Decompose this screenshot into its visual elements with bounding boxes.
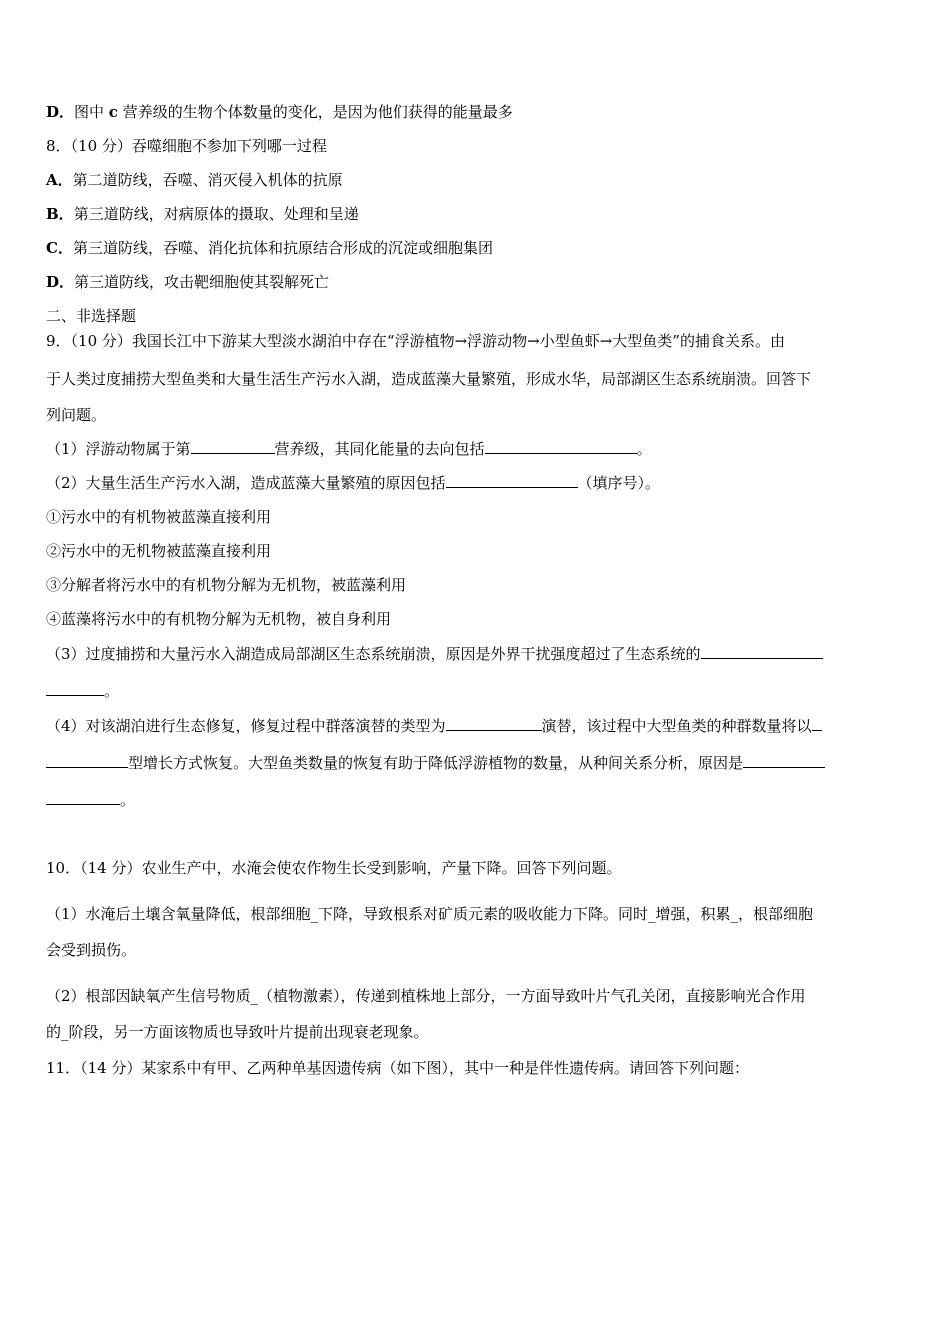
q9-choice-2: ②污水中的无机物被蓝藻直接利用 — [46, 542, 272, 560]
answer-blank[interactable] — [46, 681, 104, 696]
answer-blank[interactable] — [743, 753, 825, 768]
q9-stem-line-3: 列问题。 — [46, 406, 107, 424]
answer-blank[interactable] — [701, 644, 823, 659]
q10-part-1-line-1: （1）水淹后土壤含氧量降低，根部细胞_下降，导致根系对矿质元素的吸收能力下降。同时_增强，积累_，根部细胞 — [46, 905, 814, 923]
answer-blank[interactable] — [191, 439, 275, 454]
q9-part-4: （4）对该湖泊进行生态修复，修复过程中群落演替的类型为 演替，该过程中大型鱼类的种群数量将以 — [46, 716, 822, 736]
q9-choice-3: ③分解者将污水中的有机物分解为无机物，被蓝藻利用 — [46, 576, 407, 594]
answer-blank[interactable] — [485, 439, 637, 454]
q9-stem-line-1: 9．（10 分）我国长江中下游某大型淡水湖泊中存在“浮游植物→浮游动物→小型鱼虾→大型鱼类”的捕食关系。由 — [46, 332, 785, 350]
q9-part-2: （2）大量生活生产污水入湖，造成蓝藻大量繁殖的原因包括 （填序号）。 — [46, 474, 661, 492]
q9-part-4-cont: 型增长方式恢复。大型鱼类数量的恢复有助于降低浮游植物的数量，从种间关系分析，原因是 — [46, 753, 825, 773]
answer-blank[interactable] — [812, 716, 822, 731]
q10-part-2-line-1: （2）根部因缺氧产生信号物质_（植物激素），传递到植株地上部分，一方面导致叶片气孔关闭，直接影响光合作用 — [46, 987, 806, 1005]
q8-option-b: B．第三道防线，对病原体的摄取、处理和呈递 — [46, 205, 359, 223]
q10-part-1-line-2: 会受到损伤。 — [46, 941, 137, 959]
q10-stem: 10．（14 分）农业生产中，水淹会使农作物生长受到影响，产量下降。回答下列问题。 — [46, 859, 622, 877]
section-heading: 二、非选择题 — [46, 307, 137, 325]
q9-part-4-end: 。 — [46, 790, 135, 810]
answer-blank[interactable] — [46, 753, 128, 768]
q8-option-d: D．第三道防线，攻击靶细胞使其裂解死亡 — [46, 273, 330, 291]
answer-blank[interactable] — [446, 716, 542, 731]
q9-choice-4: ④蓝藻将污水中的有机物分解为无机物，被自身利用 — [46, 610, 392, 628]
option-letter: D． — [46, 103, 75, 121]
q8-option-c: C．第三道防线，吞噬、消化抗体和抗原结合形成的沉淀或细胞集团 — [46, 239, 493, 257]
q11-stem: 11．（14 分）某家系中有甲、乙两种单基因遗传病（如下图），其中一种是伴性遗传病。请回答下列问题： — [46, 1059, 749, 1077]
q9-choice-1: ①污水中的有机物被蓝藻直接利用 — [46, 508, 272, 526]
q9-part-1: （1）浮游动物属于第 营养级，其同化能量的去向包括 。 — [46, 440, 652, 458]
q9-part-3: （3）过度捕捞和大量污水入湖造成局部湖区生态系统崩溃，原因是外界干扰强度超过了生态系统的 — [46, 644, 823, 664]
q9-stem-line-2: 于人类过度捕捞大型鱼类和大量生活生产污水入湖，造成蓝藻大量繁殖，形成水华，局部湖区生态系统崩溃。回答下 — [46, 370, 812, 388]
q10-part-2-line-2: 的_阶段，另一方面该物质也导致叶片提前出现衰老现象。 — [46, 1023, 429, 1041]
q9-part-3-cont: 。 — [46, 681, 119, 701]
answer-blank[interactable] — [46, 790, 120, 805]
q8-stem: 8．（10 分）吞噬细胞不参加下列哪一过程 — [46, 137, 327, 155]
answer-blank[interactable] — [446, 473, 578, 488]
q8-option-a: A．第二道防线，吞噬、消灭侵入机体的抗原 — [46, 171, 343, 189]
q7-option-d: D．图中 c 营养级的生物个体数量的变化，是因为他们获得的能量最多 — [46, 103, 513, 121]
